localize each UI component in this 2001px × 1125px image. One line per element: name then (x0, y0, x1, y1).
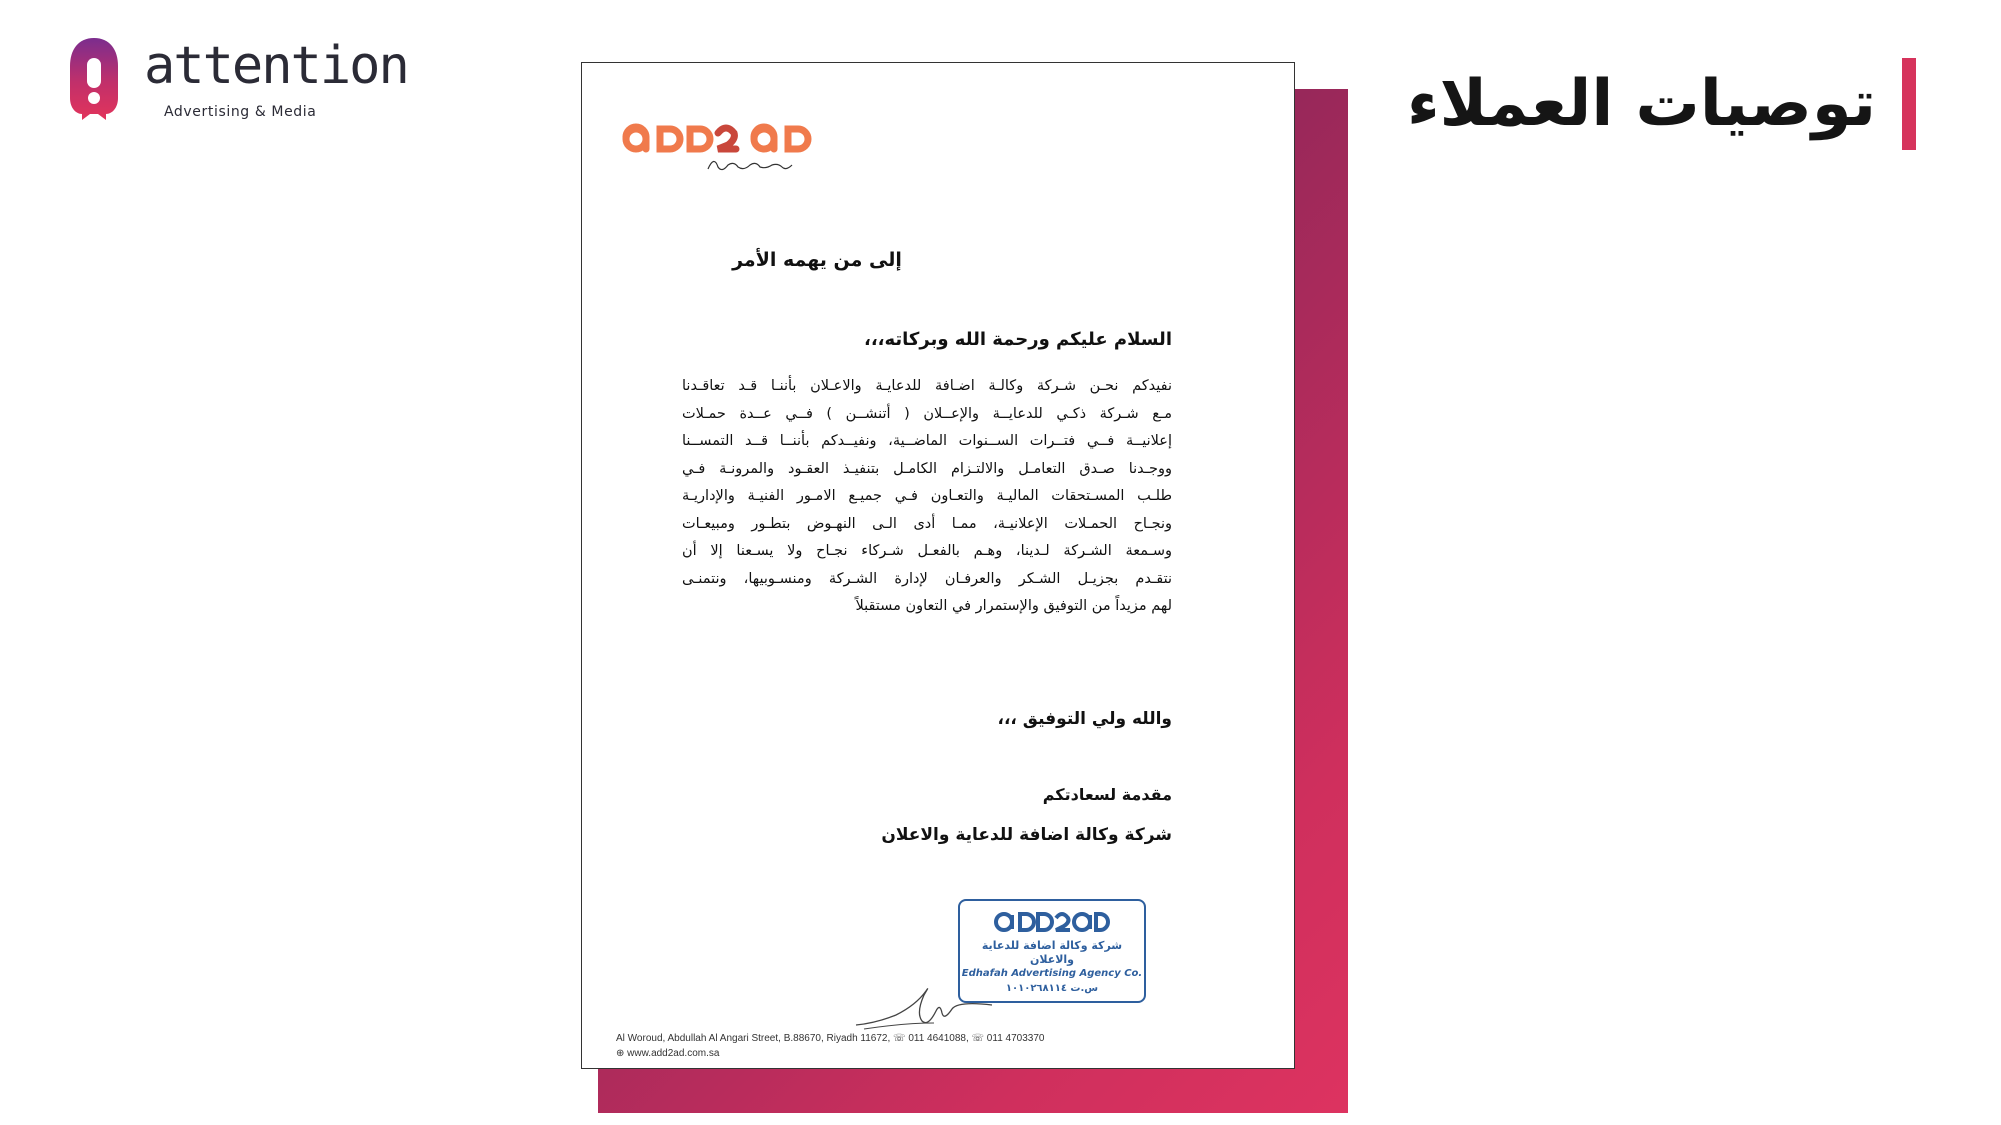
attention-logo-mark-icon (68, 36, 120, 124)
stamp-logo-icon (992, 909, 1112, 935)
page-heading-block (1407, 56, 1916, 152)
footer-website-link[interactable]: www.add2ad.com.sa (627, 1048, 720, 1059)
letter-body-line: طلـب المسـتحقات الماليـة والتعـاون فـي جميـع الامـور الفنيـة والإداريـة (682, 488, 1172, 504)
letter-body-line: ووجـدنا صـدق التعامـل والالتـزام الكامـل بتنفيـذ العقـود والمرونـة فـي (682, 460, 1172, 477)
letter-footer (616, 1031, 1044, 1061)
footer-website[interactable]: ⊕ www.add2ad.com.sa (616, 1048, 720, 1059)
brand-name: attention (144, 36, 408, 96)
brand-tagline: Advertising & Media (164, 104, 317, 120)
letter-body-line: لهم مزيداً من التوفيق والإستمرار في التعاون مستقبلاً (855, 598, 1172, 614)
attention-logo[interactable] (68, 34, 408, 124)
heading-accent-bar (1902, 58, 1916, 150)
letter-company-name: شركة وكالة اضافة للدعاية والاعلان (881, 825, 1172, 845)
signature-icon (854, 983, 994, 1033)
letter-greeting: السلام عليكم ورحمة الله وبركاته،،، (863, 329, 1172, 350)
letter-body (682, 373, 1172, 621)
page-title: توصيات العملاء (1406, 67, 1876, 141)
letter-body-line: نتقـدم بجزيـل الشـكر والعرفـان لإدارة الشـركة ومنسـوبيها، ونتمنـى (682, 570, 1172, 587)
stamp-cr-number: س.ت ١٠١٠٢٦٨١١٤ (1005, 983, 1099, 994)
footer-address: Al Woroud, Abdullah Al Angari Street, B.88670, Riyadh 11672, ☏ 011 4641088, ☏ 011 4703370 (616, 1033, 1045, 1044)
letter-body-line: إعلانيــة فــي فتــرات الســنوات الماضــية، ونفيــدكم بأننــا قــد التمســنا (682, 433, 1172, 449)
stamp-english-name: Edhafah Advertising Agency Co. (961, 968, 1143, 979)
letter-body-line: وسـمعة الشـركة لـدينا، وهـم بالفعـل شـركاء نجـاح ولا يسـعنا إلا أن (682, 543, 1172, 559)
letter-body-line: ونجـاح الحمـلات الإعلانيـة، ممـا أدى الـى النهـوض بتطـور ومبيعـات (682, 515, 1172, 532)
letter-presented-to: مقدمة لسعادتكم (1042, 785, 1172, 804)
letter-body-line: نفيدكم نحـن شـركة وكالـة اضـافة للدعايـة والاعـلان بأننـا قـد تعاقـدنا (682, 378, 1172, 394)
recommendation-letter (581, 62, 1295, 1069)
letter-addressee: إلى من يهمه الأمر (732, 249, 902, 271)
letter-closing: والله ولي التوفيق ،،، (997, 709, 1172, 729)
add2ad-logo-icon (618, 107, 828, 177)
letter-body-line: مـع شـركة ذكـي للدعايــة والإعــلان ( أتنشــن ) فــي عــدة حمـلات (682, 405, 1172, 422)
stamp-arabic-name: شركة وكالة اضافة للدعاية والاعلان (981, 939, 1123, 966)
